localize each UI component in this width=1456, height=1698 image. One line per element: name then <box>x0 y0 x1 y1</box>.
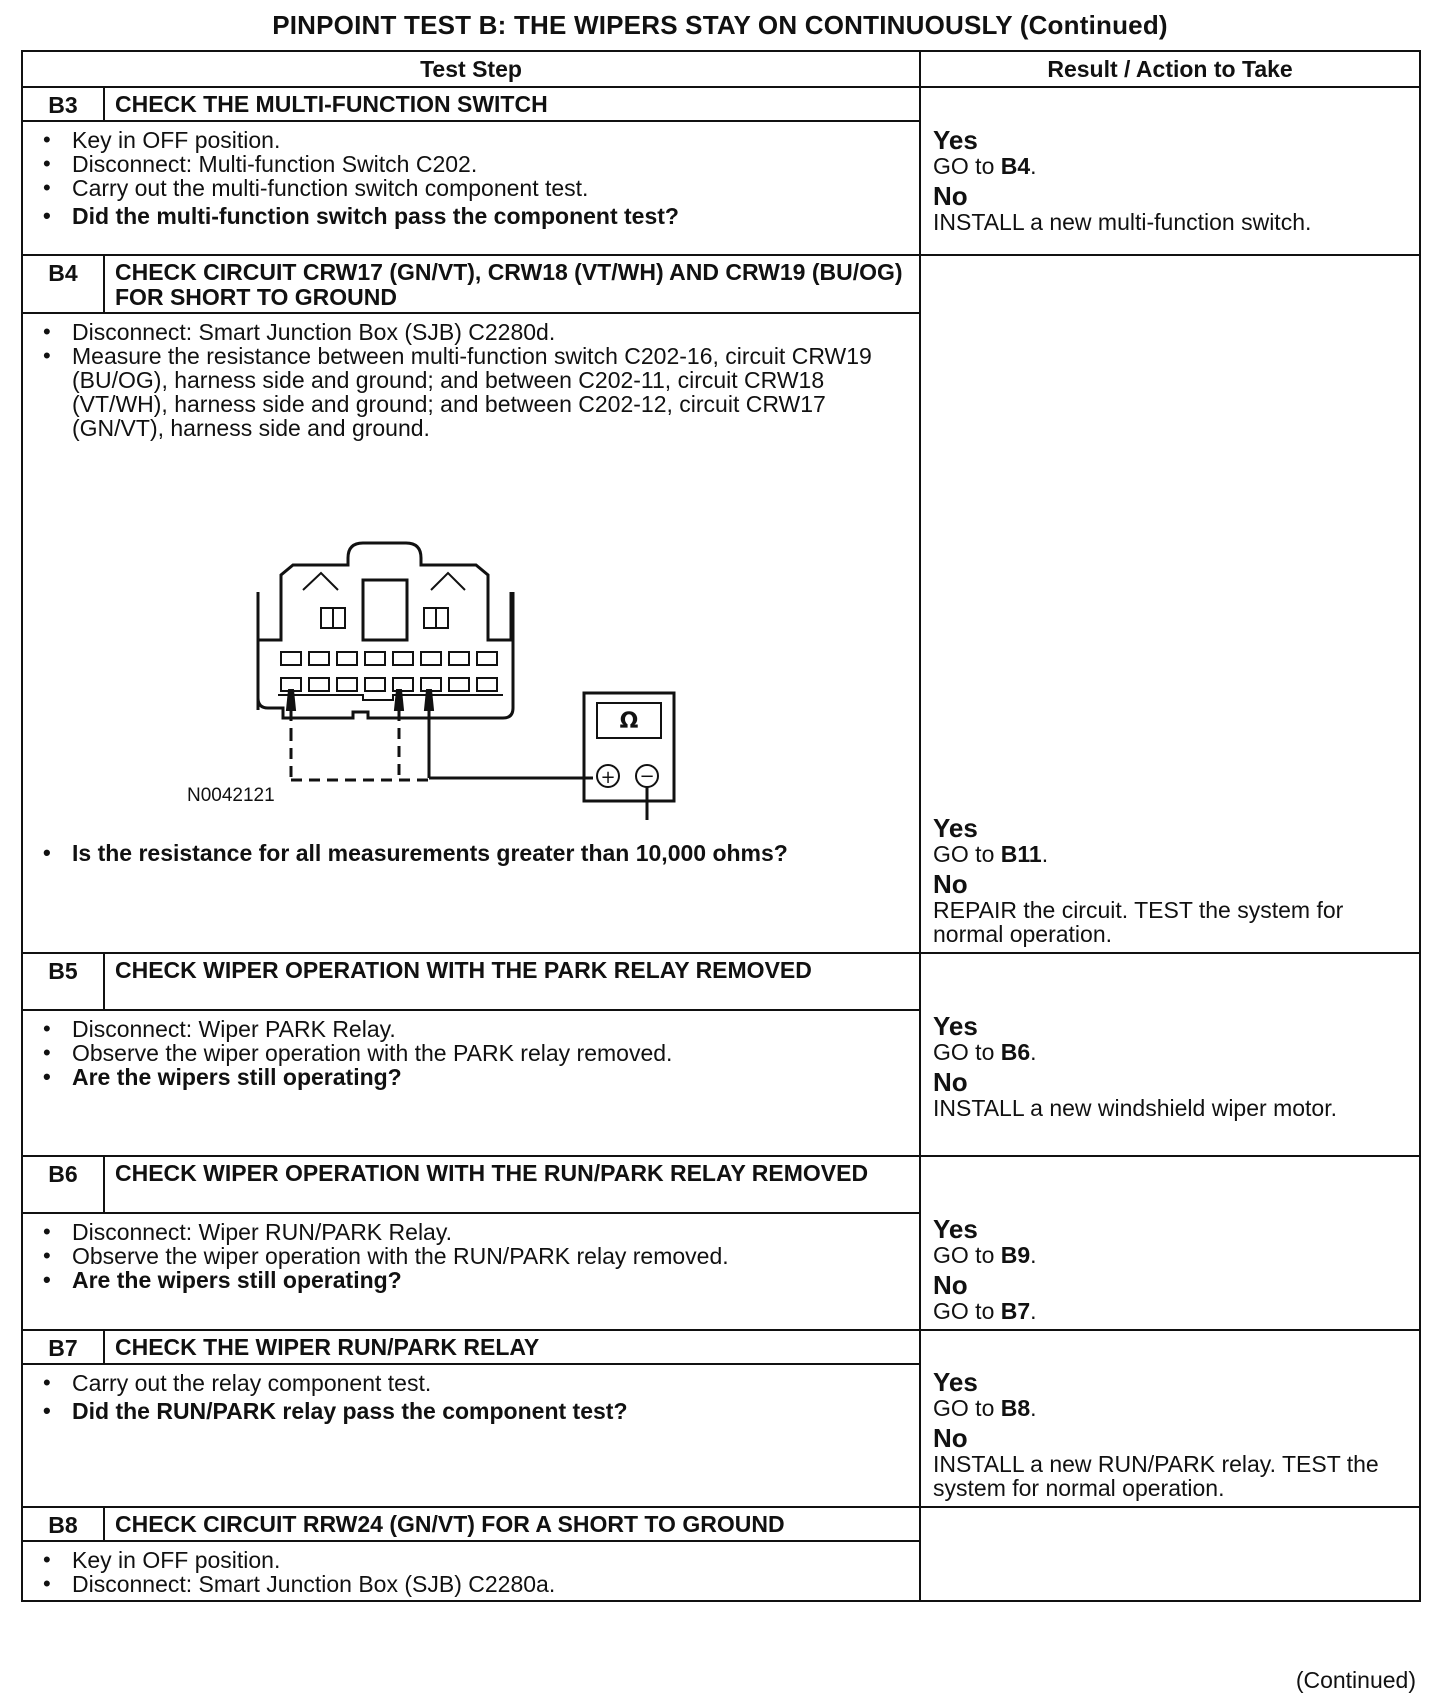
action-item: • Disconnect: Wiper PARK Relay. <box>33 1017 909 1041</box>
step-body <box>22 121 920 255</box>
step-title: CHECK THE MULTI-FUNCTION SWITCH <box>104 87 920 121</box>
action-item: • Measure the resistance between multi-function switch C202-16, circuit CRW19 (BU/OG), harness side and ground; and between C202-11, circuit CRW18 (VT/WH), harness side and ground; and between C202-12, circuit CRW17 (GN/VT), harness side and ground. <box>33 344 909 440</box>
action-item: • Observe the wiper operation with the RUN/PARK relay removed. <box>33 1244 909 1268</box>
step-id: B4 <box>22 255 104 313</box>
step-title-row <box>22 255 1420 313</box>
step-title: CHECK WIPER OPERATION WITH THE RUN/PARK RELAY REMOVED <box>104 1156 920 1213</box>
latch <box>363 580 407 640</box>
minus-sign: − <box>639 766 655 787</box>
question-item: • Did the RUN/PARK relay pass the component test? <box>33 1399 909 1423</box>
action-item: • Disconnect: Multi-function Switch C202. <box>33 152 909 176</box>
no-label: No <box>933 1067 968 1097</box>
connector-ledge <box>278 695 503 700</box>
step-title: CHECK CIRCUIT RRW24 (GN/VT) FOR A SHORT TO GROUND <box>104 1507 920 1541</box>
action-item: • Carry out the relay component test. <box>33 1371 909 1395</box>
question-item: • Are the wipers still operating? <box>33 1065 909 1089</box>
step-title: CHECK THE WIPER RUN/PARK RELAY <box>104 1330 920 1364</box>
step-result <box>920 953 1420 1156</box>
step-result <box>920 1507 1420 1601</box>
ohm-symbol: Ω <box>619 709 639 734</box>
yes-label: Yes <box>933 1214 978 1244</box>
no-label: No <box>933 1423 968 1453</box>
step-result <box>920 87 1420 255</box>
pinpoint-test-table <box>21 50 1421 1602</box>
no-action: INSTALL a new windshield wiper motor. <box>933 1095 1337 1121</box>
yes-label: Yes <box>933 1367 978 1397</box>
step-body <box>22 1010 920 1156</box>
step-body <box>22 1541 920 1601</box>
action-item: • Key in OFF position. <box>33 1548 909 1572</box>
step-title-row <box>22 87 1420 121</box>
yes-target: B8 <box>1000 1395 1031 1421</box>
step-id: B7 <box>22 1330 104 1364</box>
step-title: CHECK WIPER OPERATION WITH THE PARK RELAY REMOVED <box>104 953 920 1010</box>
no-target: B7 <box>1000 1298 1031 1324</box>
yes-target: B9 <box>1000 1242 1031 1268</box>
action-item: • Carry out the multi-function switch component test. <box>33 176 909 200</box>
no-label: No <box>933 181 968 211</box>
step-id: B3 <box>22 87 104 121</box>
yes-label: Yes <box>933 125 978 155</box>
action-item: • Disconnect: Wiper RUN/PARK Relay. <box>33 1220 909 1244</box>
figure-id: N0042121 <box>187 785 275 806</box>
question-item: • Did the multi-function switch pass the component test? <box>33 204 909 228</box>
continued-footer: (Continued) <box>1295 1667 1416 1693</box>
no-action: REPAIR the circuit. TEST the system for normal operation. <box>933 897 1344 947</box>
step-id: B8 <box>22 1507 104 1541</box>
step-body <box>22 1213 920 1330</box>
yes-target: B6 <box>1000 1039 1031 1065</box>
action-item: • Key in OFF position. <box>33 128 909 152</box>
step-result <box>920 1156 1420 1330</box>
action-item: • Disconnect: Smart Junction Box (SJB) C2280d. <box>33 320 909 344</box>
yes-action: GO to B9. <box>933 1242 1037 1268</box>
yes-action: GO to B8. <box>933 1395 1037 1421</box>
step-title-row <box>22 1330 1420 1364</box>
no-label: No <box>933 1270 968 1300</box>
header-test-step: Test Step <box>22 51 920 87</box>
step-title: CHECK CIRCUIT CRW17 (GN/VT), CRW18 (VT/WH) AND CRW19 (BU/OG) FOR SHORT TO GROUND <box>104 255 920 313</box>
connector-diagram <box>63 440 763 845</box>
connector-outline <box>258 543 511 640</box>
connector-svg <box>63 440 763 820</box>
table-header-row <box>22 51 1420 87</box>
yes-label: Yes <box>933 813 978 843</box>
yes-action: GO to B4. <box>933 153 1037 179</box>
yes-action: GO to B11. <box>933 841 1049 867</box>
step-result <box>920 1330 1420 1507</box>
step-body <box>22 313 920 953</box>
step-result <box>920 255 1420 953</box>
step-title-row <box>22 953 1420 1010</box>
step-id: B6 <box>22 1156 104 1213</box>
no-action: INSTALL a new multi-function switch. <box>933 209 1312 235</box>
header-result: Result / Action to Take <box>920 51 1420 87</box>
no-action: GO to B7. <box>933 1298 1037 1324</box>
step-title-row <box>22 1156 1420 1213</box>
question-item: • Is the resistance for all measurements greater than 10,000 ohms? <box>33 841 909 865</box>
page-title: PINPOINT TEST B: THE WIPERS STAY ON CONTINUOUSLY (Continued) <box>272 10 1168 40</box>
yes-target: B11 <box>1000 841 1042 867</box>
step-id: B5 <box>22 953 104 1010</box>
question-item: • Are the wipers still operating? <box>33 1268 909 1292</box>
action-item: • Disconnect: Smart Junction Box (SJB) C2280a. <box>33 1572 909 1596</box>
step-title-row <box>22 1507 1420 1541</box>
no-action: INSTALL a new RUN/PARK relay. TEST the system for normal operation. <box>933 1451 1379 1501</box>
action-item: • Observe the wiper operation with the PARK relay removed. <box>33 1041 909 1065</box>
plus-sign: + <box>600 767 616 788</box>
yes-target: B4 <box>1000 153 1031 179</box>
no-label: No <box>933 869 968 899</box>
yes-label: Yes <box>933 1011 978 1041</box>
step-body <box>22 1364 920 1507</box>
yes-action: GO to B6. <box>933 1039 1037 1065</box>
